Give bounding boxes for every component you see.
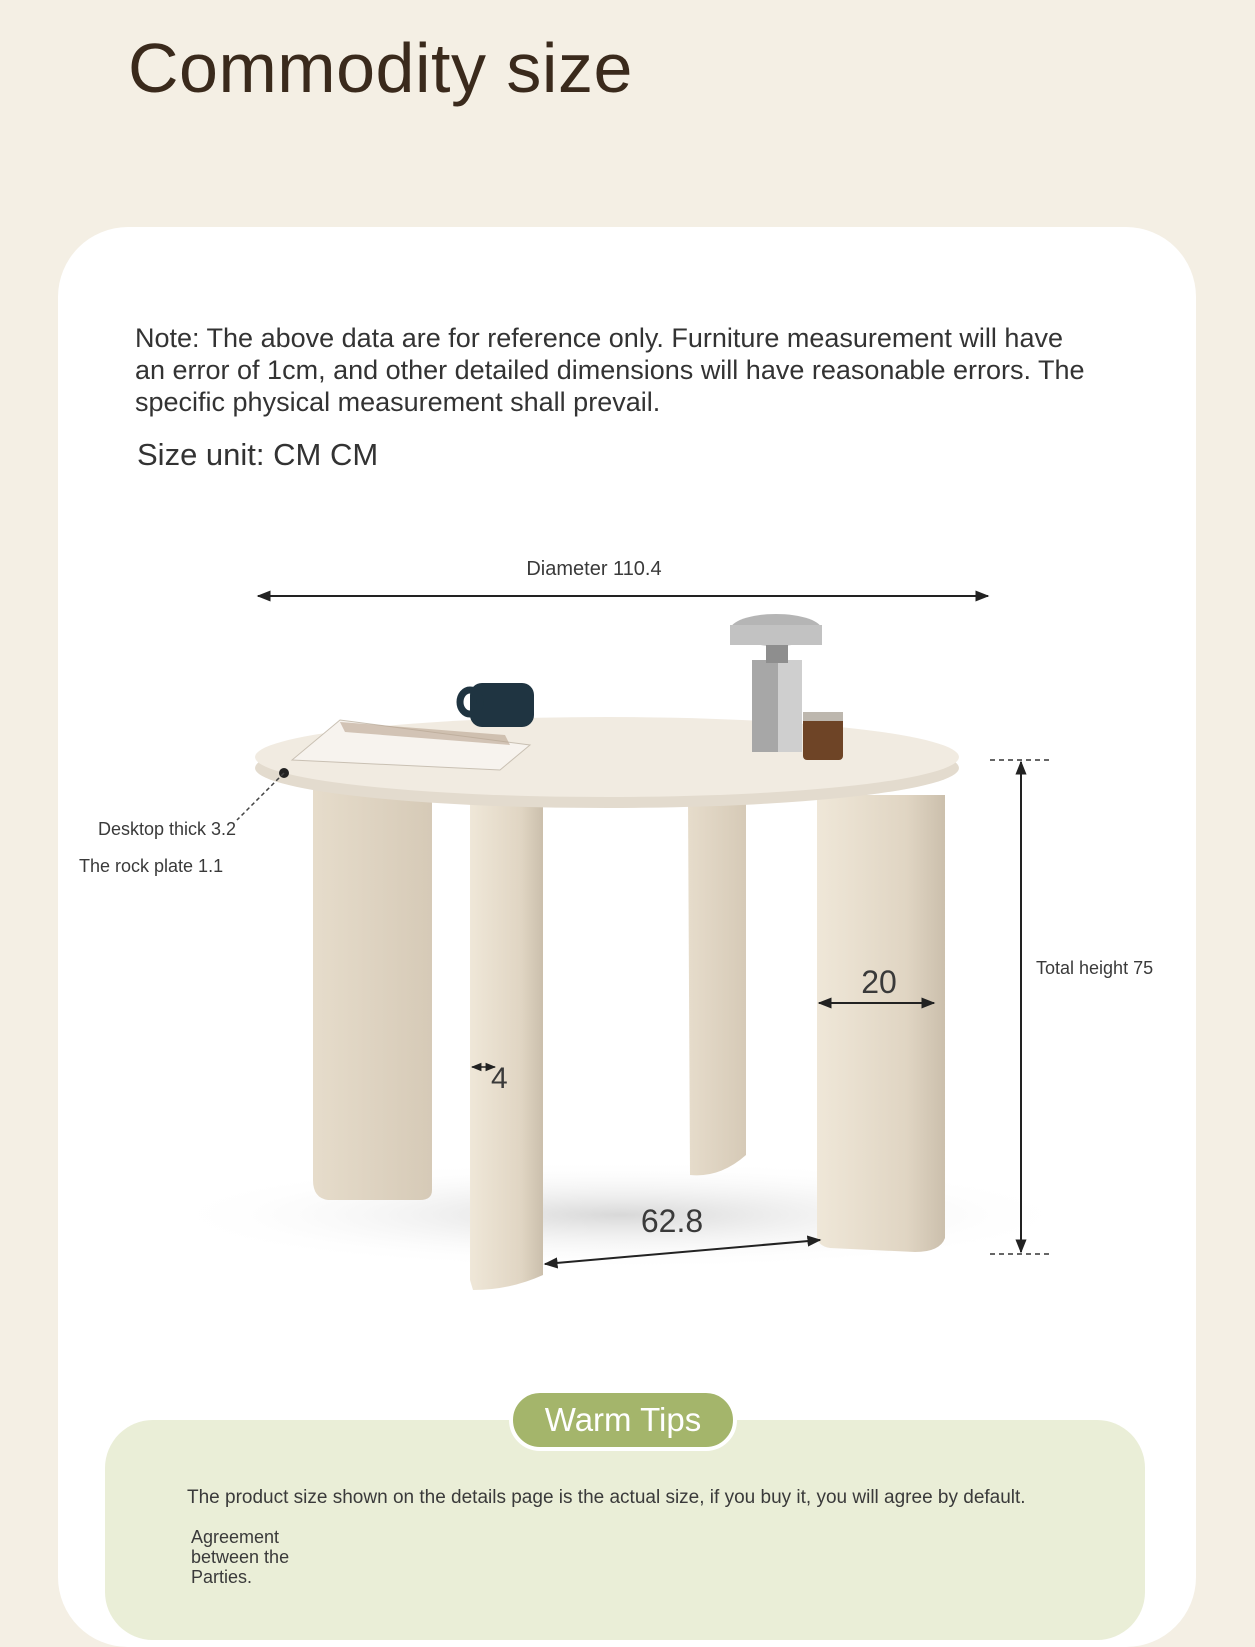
size-unit: Size unit: CM CM [137, 437, 379, 472]
table-leg-front-left [470, 800, 543, 1290]
desktop-thick-label: Desktop thick 3.2 [98, 819, 237, 839]
rock-plate-label: The rock plate 1.1 [79, 856, 224, 876]
page-title: Commodity size [128, 29, 633, 107]
total-height-label: Total height 75 [1036, 958, 1154, 978]
leg-spacing-label: 62.8 [640, 1203, 704, 1239]
warm-tips-badge: Warm Tips [509, 1389, 737, 1451]
disclaimer-note: Note: The above data are for reference only. Furniture measurement will have an error of 1cm, and other detailed dimensions will have reasonable errors. The specific physical measurement shall prevail. [135, 323, 1085, 417]
diameter-label: Diameter 110.4 [526, 558, 662, 580]
leg-width-label: 20 [861, 964, 897, 1000]
agreement-text: Agreement between the Parties. [191, 1527, 290, 1587]
leg-thickness-label: 4 [491, 1062, 508, 1095]
table-leg-back-left [313, 790, 432, 1200]
warm-tips-text: The product size shown on the details page is the actual size, if you buy it, you will agree by default. [187, 1487, 1026, 1508]
table-leg-front-right [817, 795, 945, 1252]
table-leg-back-right [688, 800, 746, 1175]
desktop-thick-leader [237, 773, 284, 820]
